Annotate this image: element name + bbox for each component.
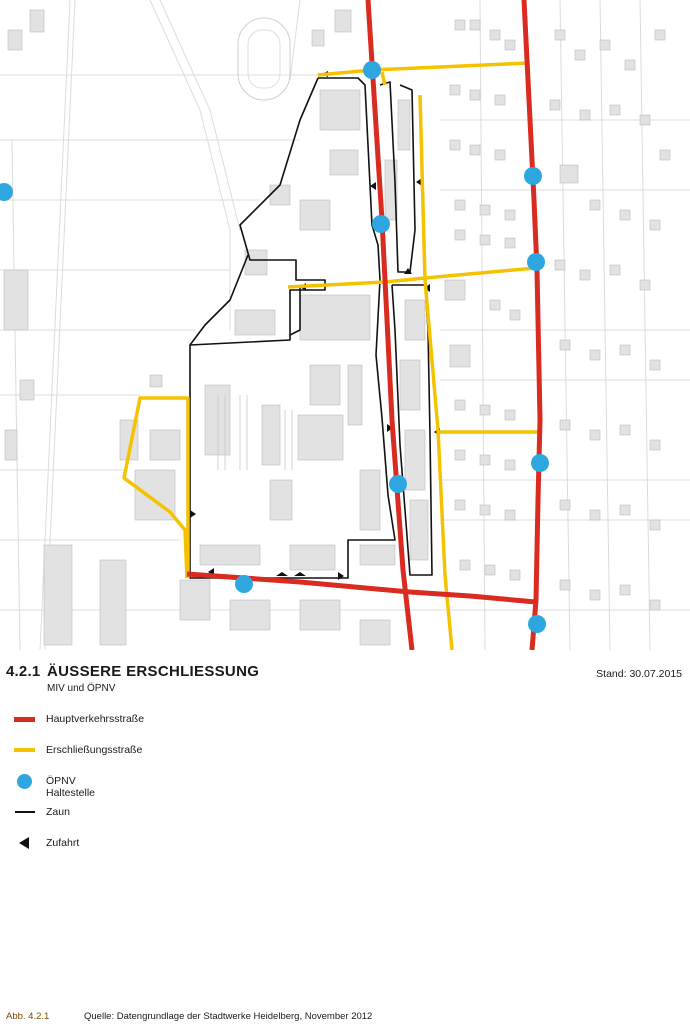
black-line-icon: [14, 805, 36, 819]
figure-subtitle: MIV und ÖPNV: [47, 683, 116, 694]
legend-label: Hauptverkehrsstraße: [46, 713, 145, 725]
transit-stop: [235, 575, 253, 593]
legend-label: ÖPNV Haltestelle: [46, 775, 96, 799]
arrow-icon: [14, 836, 36, 850]
source-note: Quelle: Datengrundlage der Stadtwerke Heidelberg, November 2012: [84, 1011, 373, 1022]
blue-dot-icon: [14, 774, 36, 788]
figure-label: Abb. 4.2.1: [6, 1011, 50, 1022]
transit-stop: [389, 475, 407, 493]
figure-title: ÄUSSERE ERSCHLIESSUNG: [47, 663, 260, 680]
legend-label: Erschließungsstraße: [46, 744, 143, 756]
transit-stop: [363, 61, 381, 79]
yellow-line-icon: [14, 743, 36, 757]
figure-number: 4.2.1: [6, 663, 41, 680]
transit-stop: [524, 167, 542, 185]
transit-stop: [527, 253, 545, 271]
transit-stop: [528, 615, 546, 633]
status-date: Stand: 30.07.2015: [596, 668, 682, 680]
legend-label: Zaun: [46, 806, 70, 818]
transit-stop: [372, 215, 390, 233]
transit-stop: [531, 454, 549, 472]
legend-label: Zufahrt: [46, 837, 80, 849]
red-line-icon: [14, 712, 36, 726]
